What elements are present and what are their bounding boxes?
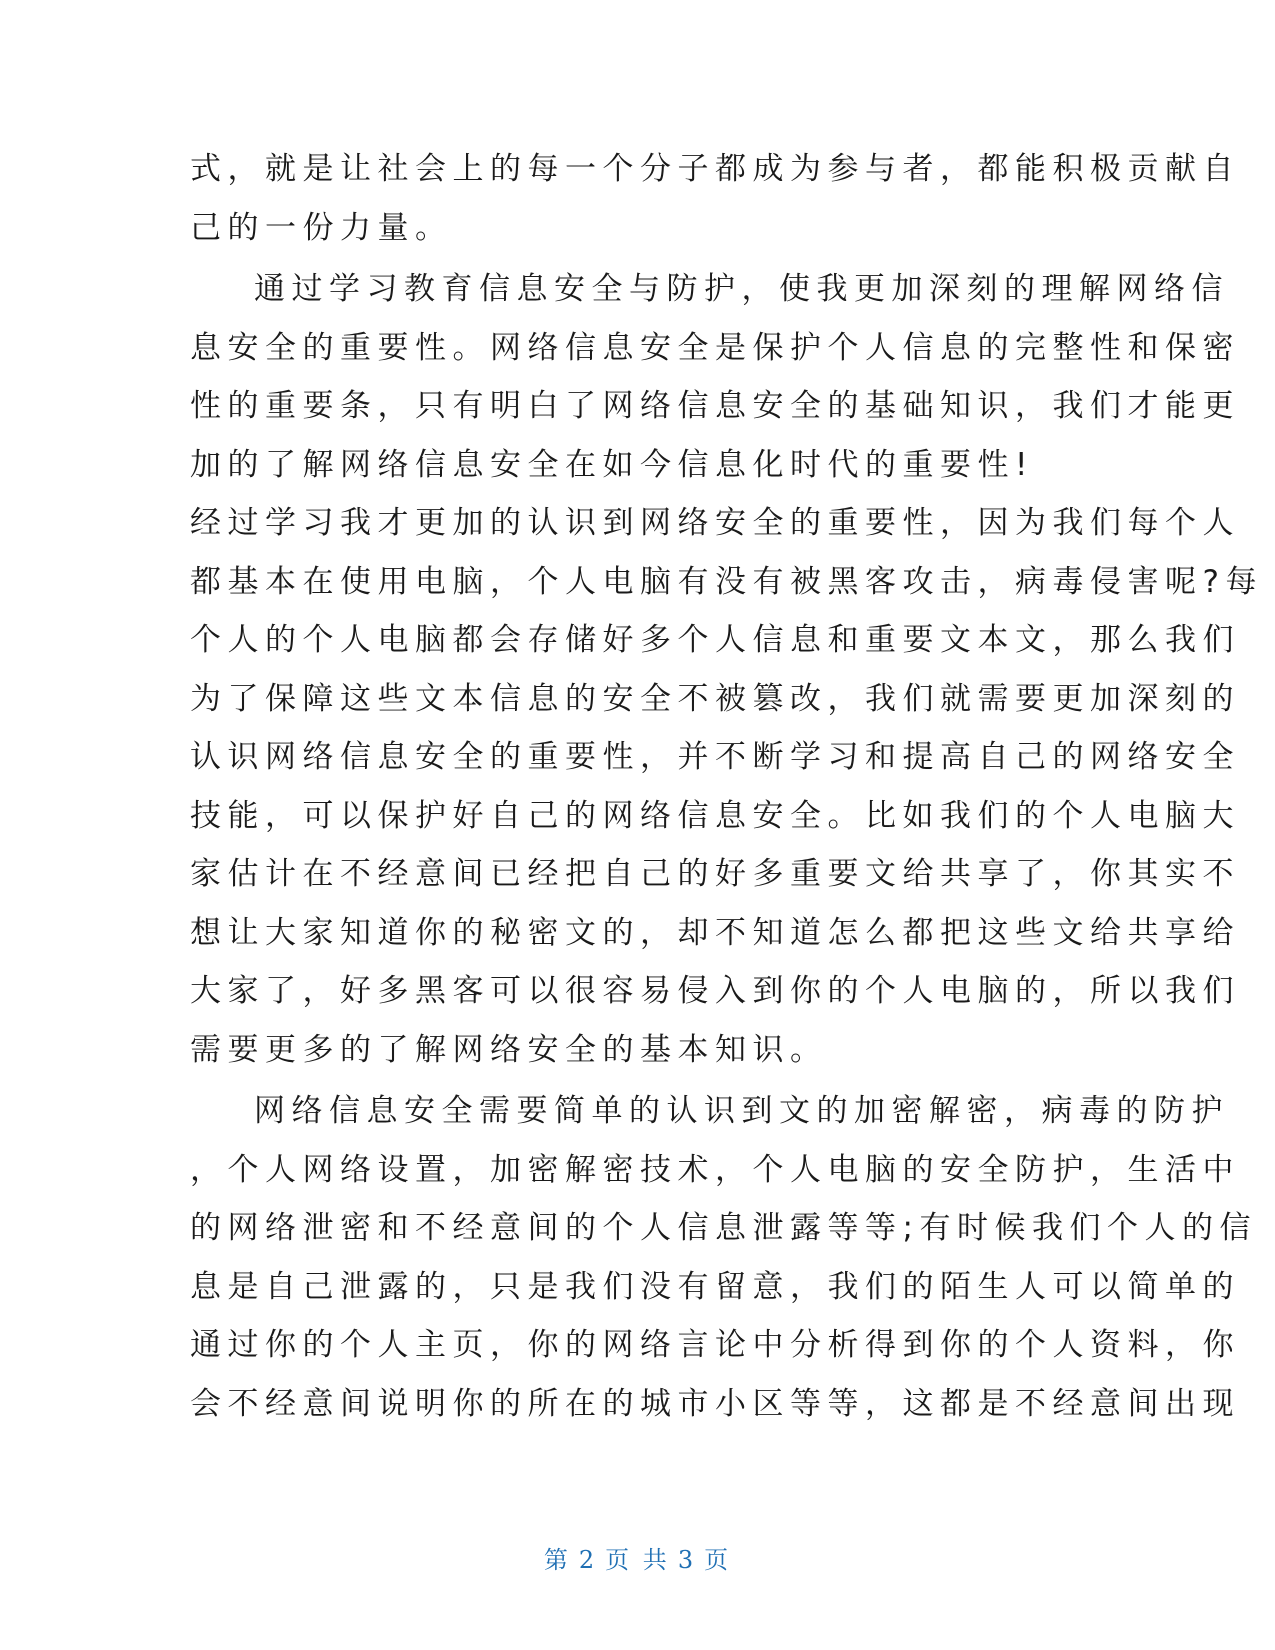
text-line: 都基本在使用电脑，个人电脑有没有被黑客攻击，病毒侵害呢?每 — [190, 563, 1263, 600]
text-line: 为了保障这些文本信息的安全不被篡改，我们就需要更加深刻的 — [190, 680, 1240, 717]
text-line: 通过你的个人主页，你的网络言论中分析得到你的个人资料，你 — [190, 1327, 1240, 1363]
paragraph-1 — [190, 140, 1240, 257]
footer-suffix: 页 — [704, 1546, 732, 1574]
text-line: 息是自己泄露的，只是我们没有留意，我们的陌生人可以简单的 — [190, 1268, 1240, 1305]
text-line: 大家了，好多黑客可以很容易侵入到你的个人电脑的，所以我们 — [190, 973, 1240, 1009]
footer-page-number: 2 — [578, 1546, 598, 1574]
paragraph-4 — [190, 1082, 1257, 1433]
footer-mid: 页 共 — [605, 1546, 670, 1574]
text-line: 个人的个人电脑都会存储好多个人信息和重要文本文，那么我们 — [190, 622, 1240, 658]
text-line: 经过学习我才更加的认识到网络安全的重要性，因为我们每个人 — [190, 505, 1240, 541]
text-line: 息安全的重要性。网络信息安全是保护个人信息的完整性和保密 — [190, 329, 1240, 366]
paragraph-2 — [190, 260, 1240, 494]
footer-total-pages: 3 — [677, 1546, 697, 1574]
text-line: 性的重要条，只有明白了网络信息安全的基础知识，我们才能更 — [190, 388, 1240, 424]
text-line: 需要更多的了解网络安全的基本知识。 — [190, 1031, 828, 1068]
paragraph-3 — [190, 494, 1263, 1079]
text-line: 会不经意间说明你的所在的城市小区等等，这都是不经意间出现 — [190, 1385, 1240, 1422]
text-line: 家估计在不经意间已经把自己的好多重要文给共享了，你其实不 — [190, 856, 1240, 892]
text-line: 网络信息安全需要简单的认识到文的加密解密，病毒的防护 — [254, 1093, 1229, 1129]
text-line: 想让大家知道你的秘密文的，却不知道怎么都把这些文给共享给 — [190, 914, 1240, 951]
text-line: 式，就是让社会上的每一个分子都成为参与者，都能积极贡献自 — [190, 151, 1240, 187]
text-line: 技能，可以保护好自己的网络信息安全。比如我们的个人电脑大 — [190, 797, 1240, 834]
text-line: ，个人网络设置，加密解密技术，个人电脑的安全防护，生活中 — [190, 1151, 1240, 1188]
text-line: 加的了解网络信息安全在如今信息化时代的重要性! — [190, 446, 1034, 483]
text-line: 己的一份力量。 — [190, 209, 453, 246]
text-line: 通过学习教育信息安全与防护，使我更加深刻的理解网络信 — [254, 271, 1229, 307]
footer-prefix: 第 — [543, 1546, 571, 1574]
text-line: 的网络泄密和不经意间的个人信息泄露等等;有时候我们个人的信 — [190, 1210, 1257, 1246]
text-line: 认识网络信息安全的重要性，并不断学习和提高自己的网络安全 — [190, 739, 1240, 775]
document-body — [190, 140, 1263, 1433]
page-footer — [0, 1540, 1275, 1575]
